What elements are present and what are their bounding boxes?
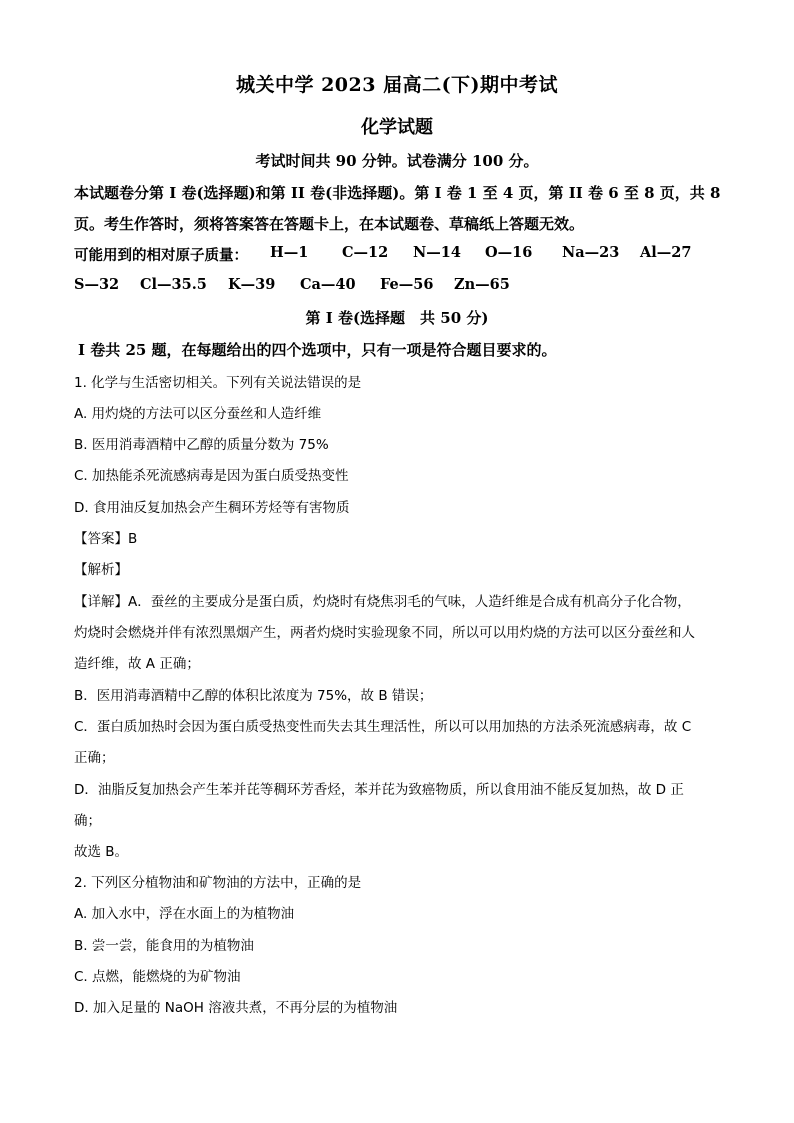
atomic-mass-item: Al—27 (640, 244, 692, 261)
question-1-detail-line: C．蛋白质加热时会因为蛋白质受热变性而失去其生理活性，所以可以用加热的方法杀死流感病毒，故 C (74, 719, 692, 735)
question-1-stem: 1. 化学与生活密切相关。下列有关说法错误的是 (74, 375, 362, 391)
exam-time-note: 考试时间共 90 分钟。试卷满分 100 分。 (255, 152, 539, 170)
question-2-stem: 2. 下列区分植物油和矿物油的方法中，正确的是 (74, 875, 362, 891)
question-1-detail-line: B．医用消毒酒精中乙醇的体积比浓度为 75%，故 B 错误； (74, 688, 433, 704)
question-1-option-a: A. 用灼烧的方法可以区分蚕丝和人造纤维 (74, 406, 322, 422)
atomic-mass-item: Cl—35.5 (140, 276, 207, 293)
question-1-detail-line: 【详解】A．蚕丝的主要成分是蛋白质，灼烧时有烧焦羽毛的气味，人造纤维是合成有机高分子化合物， (74, 594, 691, 610)
question-1-option-c: C. 加热能杀死流感病毒是因为蛋白质受热变性 (74, 468, 349, 484)
atomic-mass-item: O—16 (485, 244, 533, 261)
question-1-detail-line: 确； (74, 813, 101, 829)
atomic-mass-row-2 (74, 276, 734, 296)
question-1-detail-line: 正确； (74, 750, 115, 766)
exam-intro-line-2: 页。考生作答时，须将答案答在答题卡上，在本试题卷、草稿纸上答题无效。 (74, 215, 585, 233)
question-2-option-a: A. 加入水中，浮在水面上的为植物油 (74, 906, 295, 922)
atomic-mass-item: N—14 (413, 244, 461, 261)
atomic-mass-item: Na—23 (562, 244, 620, 261)
question-1-analysis-label: 【解析】 (74, 562, 128, 578)
atomic-mass-item: K—39 (228, 276, 276, 293)
question-1-option-b: B. 医用消毒酒精中乙醇的质量分数为 75% (74, 437, 329, 453)
atomic-mass-item: Ca—40 (300, 276, 356, 293)
question-1-conclusion: 故选 B。 (74, 844, 129, 860)
atomic-mass-item: Fe—56 (380, 276, 434, 293)
question-1-answer: 【答案】B (74, 531, 138, 547)
atomic-mass-label: 可能用到的相对原子质量： (74, 247, 248, 264)
question-2-option-c: C. 点燃，能燃烧的为矿物油 (74, 969, 241, 985)
exam-intro-line-1: 本试题卷分第 I 卷(选择题)和第 II 卷(非选择题)。第 I 卷 1 至 4 页，第 II 卷 6 至 8 页，共 8 (74, 184, 721, 202)
atomic-mass-item: Zn—65 (454, 276, 510, 293)
question-1-detail-line: 灼烧时会燃烧并伴有浓烈黑烟产生，两者灼烧时实验现象不同，所以可以用灼烧的方法可以区分蚕丝和人 (74, 625, 695, 641)
question-1-detail-line: D．油脂反复加热会产生苯并芘等稠环芳香烃，苯并芘为致癌物质，所以食用油不能反复加热，故 D 正 (74, 782, 684, 798)
exam-title: 城关中学 2023 届高二(下)期中考试 (235, 74, 559, 96)
atomic-mass-row-1 (74, 244, 734, 264)
atomic-mass-item: C—12 (342, 244, 389, 261)
section-instruction: I 卷共 25 题，在每题给出的四个选项中，只有一项是符合题目要求的。 (78, 341, 557, 359)
exam-subject: 化学试题 (361, 117, 433, 138)
atomic-mass-item: H—1 (270, 244, 309, 261)
question-1-detail-line: 造纤维，故 A 正确； (74, 656, 200, 672)
atomic-mass-item: S—32 (74, 276, 120, 293)
question-2-option-d: D. 加入足量的 NaOH 溶液共煮，不再分层的为植物油 (74, 1000, 398, 1016)
question-1-option-d: D. 食用油反复加热会产生稠环芳烃等有害物质 (74, 500, 350, 516)
question-2-option-b: B. 尝一尝，能食用的为植物油 (74, 938, 254, 954)
section-heading: 第 I 卷(选择题 共 50 分) (305, 309, 489, 327)
